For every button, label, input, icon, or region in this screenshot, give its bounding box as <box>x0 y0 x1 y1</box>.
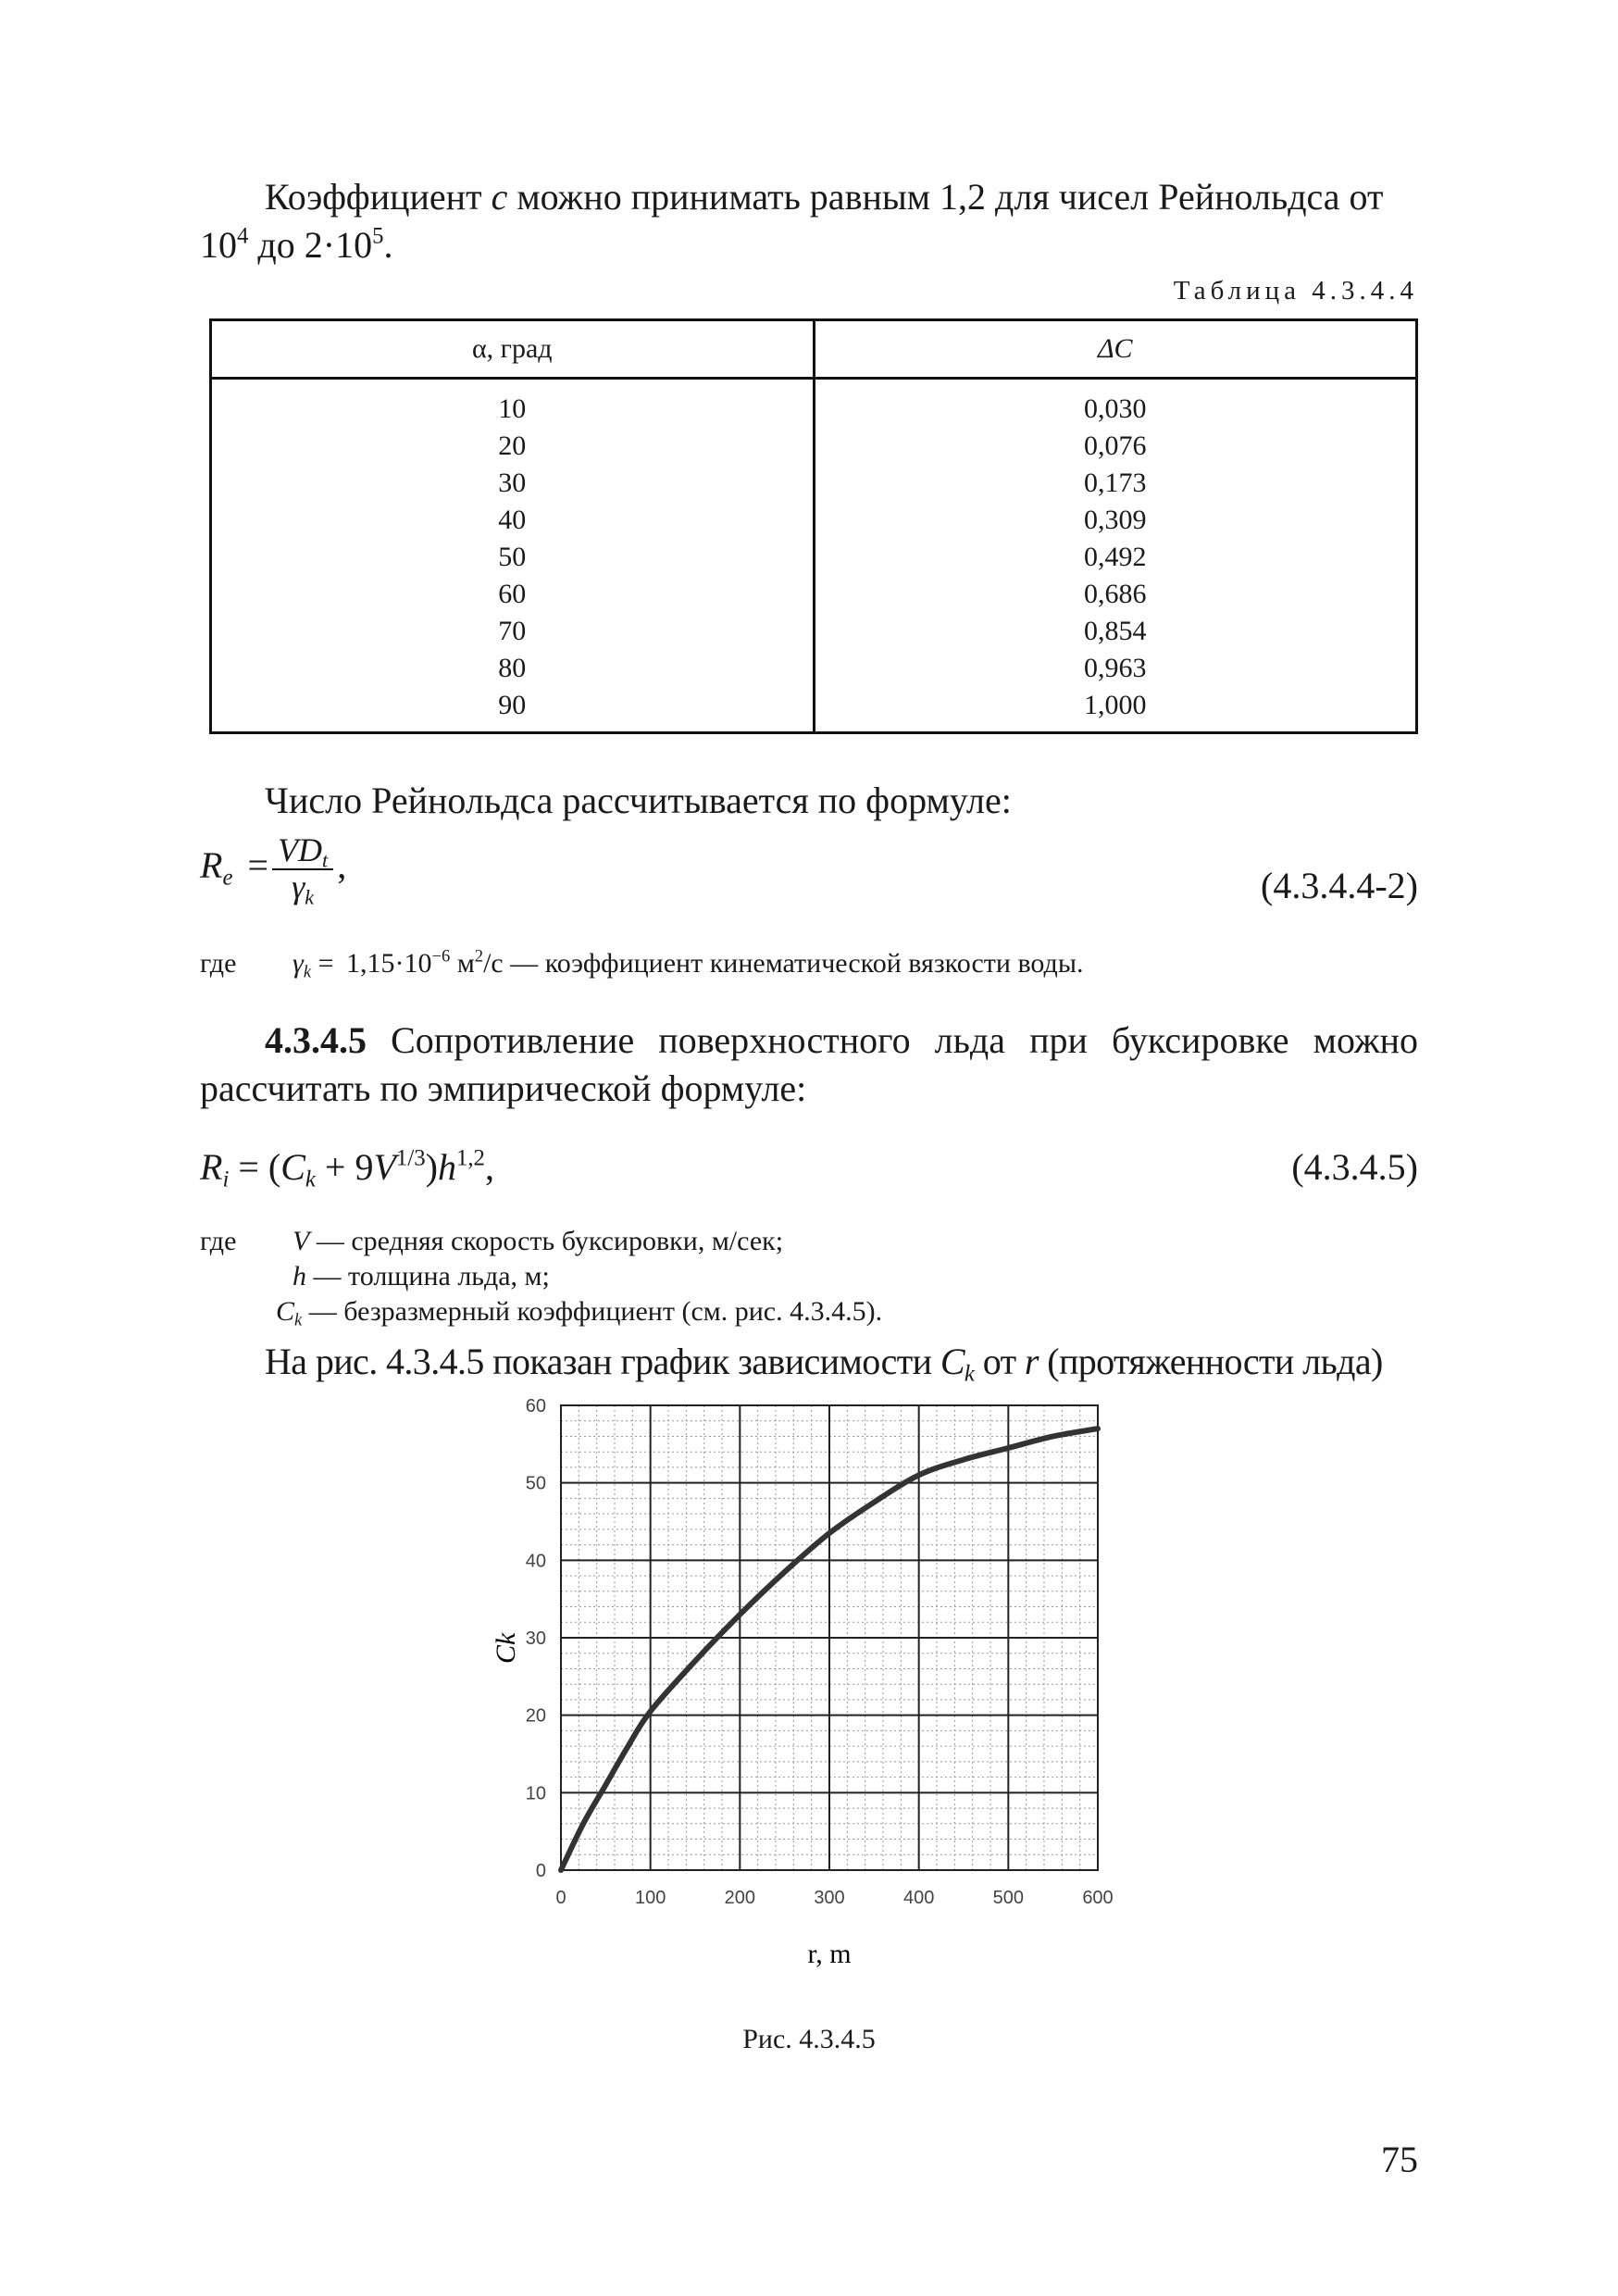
where-h-desc: — толщина льда, м; <box>306 1261 550 1292</box>
dc-cell: 0,492 <box>814 539 1417 576</box>
x-tick-label: 600 <box>1082 1888 1114 1908</box>
v-symbol: V <box>373 1146 396 1188</box>
coefficient-c: c <box>491 176 508 218</box>
where2-item-ck <box>276 1294 882 1329</box>
delta-c-table <box>209 318 1418 734</box>
re-comma: , <box>337 843 347 886</box>
y-tick-label: 0 <box>535 1861 546 1881</box>
x-tick-label: 500 <box>992 1888 1025 1908</box>
ri-symbol: R <box>200 1146 223 1188</box>
gamma-symbol: γ <box>292 948 304 979</box>
dc-cell: 0,030 <box>814 379 1417 429</box>
y-axis-label: Ck <box>491 1632 521 1664</box>
y-tick-label: 50 <box>525 1473 546 1494</box>
col-alpha-header: α, град <box>211 320 815 379</box>
intro-line-2 <box>200 222 392 268</box>
h-symbol: h <box>437 1146 456 1188</box>
intro-text-b: можно принимать равным 1,2 для чисел Рейнольдса от <box>507 176 1384 218</box>
table-row <box>211 687 1417 733</box>
ck-vs-r-chart <box>463 1389 1129 2018</box>
table-caption: Таблица 4.3.4.4 <box>1173 276 1418 306</box>
f2-p4: , <box>484 1146 494 1188</box>
figure-caption: Рис. 4.3.4.5 <box>742 2024 876 2054</box>
y-tick-label: 30 <box>525 1628 546 1649</box>
where-v-symbol: V <box>292 1226 310 1256</box>
section-number: 4.3.4.5 <box>265 1019 367 1061</box>
alpha-cell: 50 <box>211 539 815 576</box>
fig-intro-ck-sub: k <box>964 1361 975 1387</box>
intro-end: . <box>383 224 393 266</box>
intro-10: 10 <box>200 224 237 266</box>
ice-resistance-formula <box>200 1144 494 1191</box>
gamma-unit: м <box>450 948 475 979</box>
alpha-cell: 90 <box>211 687 815 733</box>
delta-c-label: ΔC <box>1097 333 1133 364</box>
intro-exp-4: 4 <box>237 223 249 249</box>
section-paragraph <box>200 1017 1418 1113</box>
col-delta-c-header <box>814 320 1417 379</box>
reynolds-intro: Число Рейнольдса рассчитывается по формуле: <box>265 780 1012 821</box>
page-number: 75 <box>1381 2139 1418 2180</box>
re-fraction <box>272 831 333 909</box>
section-text: Сопротивление поверхностного льда при буксировке можно рассчитать по эмпирической формуле: <box>200 1019 1418 1109</box>
gamma-sub: k <box>303 962 312 982</box>
dc-cell: 0,854 <box>814 613 1417 650</box>
f2-p2: + 9 <box>315 1146 374 1188</box>
where2-label: где <box>200 1226 237 1256</box>
chart-ticks <box>526 1396 1114 1908</box>
where-v-desc: — средняя скорость буксировки, м/сек; <box>309 1226 784 1256</box>
intro-line-1 <box>265 174 1418 220</box>
alpha-cell: 70 <box>211 613 815 650</box>
gamma-desc: /с — коэффициент кинематической вязкости воды. <box>483 948 1084 979</box>
where-gamma <box>200 946 236 981</box>
dc-cell: 0,686 <box>814 576 1417 613</box>
formula-number-ice: (4.3.4.5) <box>1291 1146 1418 1188</box>
re-symbol: R <box>200 843 223 886</box>
alpha-cell: 20 <box>211 428 815 465</box>
re-denominator <box>272 867 333 909</box>
figure-intro <box>265 1339 1418 1385</box>
intro-text-a: Коэффициент <box>265 176 492 218</box>
where-ck-sub: k <box>294 1310 303 1330</box>
ri-sub: i <box>222 1167 230 1192</box>
formula-number-reynolds: (4.3.4.4-2) <box>1261 865 1418 906</box>
re-den-text: γ <box>292 867 305 905</box>
h-exp: 1,2 <box>455 1145 485 1171</box>
table-row <box>211 379 1417 429</box>
fig-intro-b: от <box>974 1341 1025 1382</box>
f2-p3: ) <box>425 1146 438 1188</box>
where-gamma-definition <box>292 946 1083 981</box>
alpha-cell: 60 <box>211 576 815 613</box>
alpha-cell: 10 <box>211 379 815 429</box>
table-row <box>211 650 1417 687</box>
where-ck-symbol: C <box>276 1296 295 1327</box>
re-num-text: VD <box>278 831 323 868</box>
ck-symbol: C <box>280 1146 305 1188</box>
re-sub: e <box>222 865 233 891</box>
y-tick-label: 20 <box>525 1705 546 1727</box>
intro-mid: до 2·10 <box>248 224 373 266</box>
re-numerator <box>272 833 333 870</box>
x-tick-label: 100 <box>634 1888 666 1908</box>
where2-item-v <box>292 1224 783 1259</box>
table-row <box>211 539 1417 576</box>
y-tick-label: 10 <box>525 1783 546 1804</box>
where-label: где <box>200 948 237 979</box>
fig-intro-c: (протяженности льда) <box>1038 1341 1383 1382</box>
dc-cell: 0,963 <box>814 650 1417 687</box>
x-tick-label: 200 <box>724 1888 756 1908</box>
alpha-cell: 40 <box>211 502 815 539</box>
table-row <box>211 502 1417 539</box>
x-axis-label: r, m <box>807 1939 852 1969</box>
where2-item-h <box>292 1259 550 1294</box>
y-tick-label: 40 <box>525 1551 546 1572</box>
x-tick-label: 0 <box>555 1888 566 1908</box>
table-row <box>211 613 1417 650</box>
f2-p1: = ( <box>229 1146 281 1188</box>
where-ck-desc: — безразмерный коэффициент (см. рис. 4.3.4.5). <box>302 1296 883 1327</box>
table-row <box>211 465 1417 502</box>
x-tick-label: 300 <box>814 1888 845 1908</box>
y-tick-label: 60 <box>525 1396 546 1416</box>
dc-cell: 1,000 <box>814 687 1417 733</box>
dc-cell: 0,076 <box>814 428 1417 465</box>
gamma-value: 1,15·10 <box>346 948 432 979</box>
chart-grid <box>561 1405 1098 1870</box>
gamma-unit-exp: 2 <box>474 946 484 967</box>
fig-intro-r: r <box>1024 1341 1039 1382</box>
gamma-equals: = <box>317 948 334 979</box>
dc-cell: 0,173 <box>814 465 1417 502</box>
re-den-sub: k <box>305 885 315 909</box>
dc-cell: 0,309 <box>814 502 1417 539</box>
re-equals: = <box>247 843 269 886</box>
intro-exp-5: 5 <box>372 223 384 249</box>
ck-sub: k <box>305 1167 316 1192</box>
gamma-exp: −6 <box>431 946 451 967</box>
x-tick-label: 400 <box>902 1888 935 1908</box>
re-num-sub: t <box>322 848 329 872</box>
v-exp: 1/3 <box>395 1145 426 1171</box>
alpha-cell: 80 <box>211 650 815 687</box>
table-row <box>211 428 1417 465</box>
where-h-symbol: h <box>292 1261 306 1292</box>
alpha-cell: 30 <box>211 465 815 502</box>
reynolds-formula <box>200 831 347 909</box>
fig-intro-a: На рис. 4.3.4.5 показан график зависимости <box>265 1341 940 1382</box>
fig-intro-ck: C <box>940 1341 965 1382</box>
table-row <box>211 576 1417 613</box>
